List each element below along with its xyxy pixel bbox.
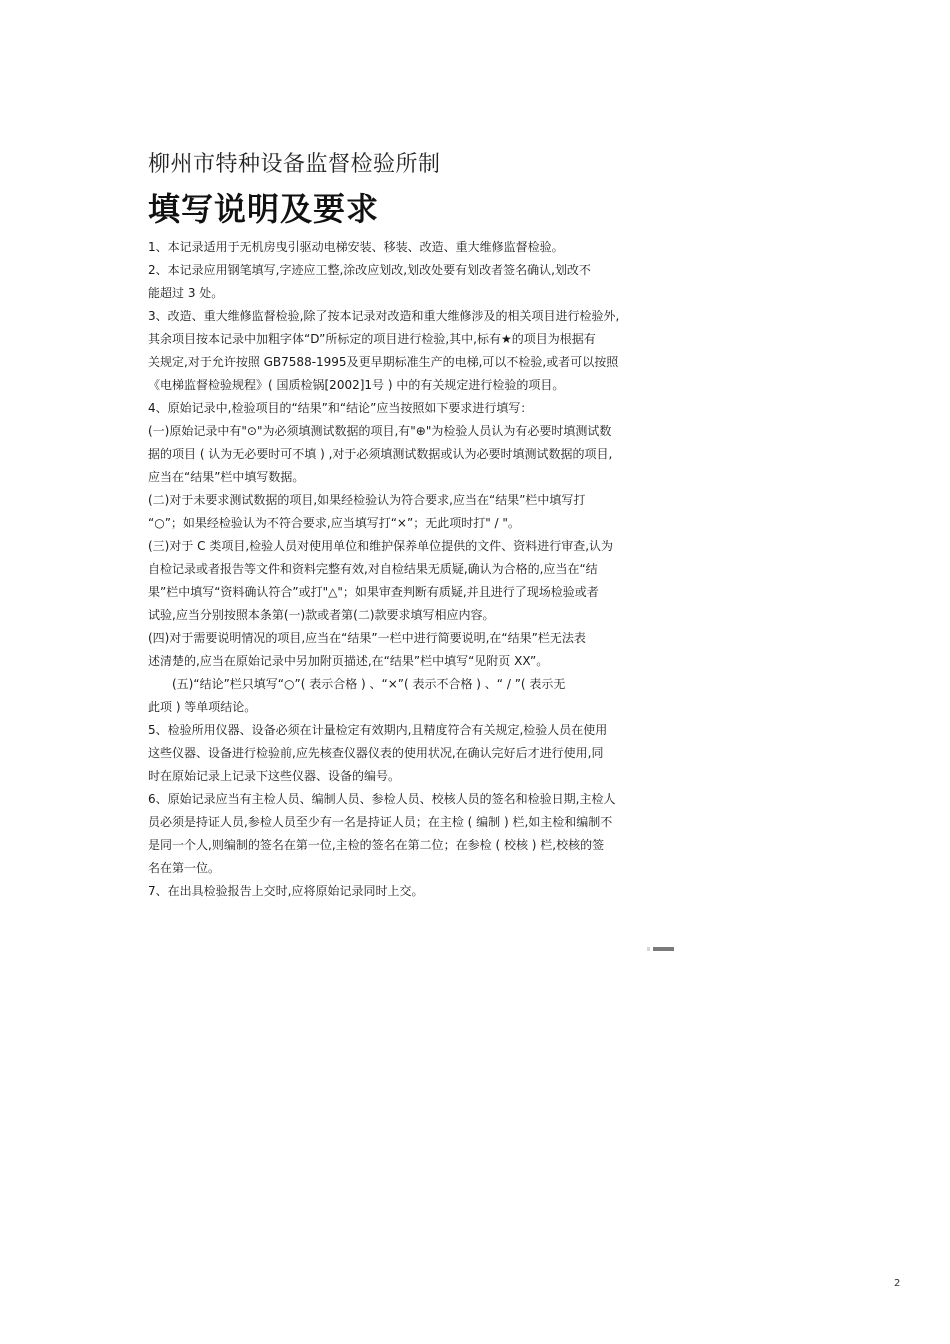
text-line: 应当在“结果”栏中填写数据。 — [148, 470, 305, 484]
text-line: 述清楚的,应当在原始记录中另加附页描述,在“结果”栏中填写“见附页 XX”。 — [148, 654, 549, 668]
text-line: 此项 ) 等单项结论。 — [148, 700, 257, 714]
text-line: 7、在出具检验报告上交时,应将原始记录同时上交。 — [148, 884, 424, 898]
text-line: 名在第一位。 — [148, 861, 221, 875]
text-line: 3、改造、重大维修监督检验,除了按本记录对改造和重大维修涉及的相关项目进行检验外, — [148, 309, 620, 323]
text-line: 4、原始记录中,检验项目的“结果”和“结论”应当按照如下要求进行填写： — [148, 401, 533, 415]
text-line: “○”；如果经检验认为不符合要求,应当填写打“×”；无此项时打" / "。 — [148, 516, 520, 530]
text-line: 据的项目 ( 认为无必要时可不填 ) ,对于必须填测试数据或认为必要时填测试数据的项目, — [148, 447, 613, 461]
text-line: 6、原始记录应当有主检人员、编制人员、参检人员、校核人员的签名和检验日期,主检人 — [148, 792, 616, 806]
text-line: 试验,应当分别按照本条第(一)款或者第(二)款要求填写相应内容。 — [148, 608, 495, 622]
text-line: (三)对于 C 类项目,检验人员对使用单位和维护保养单位提供的文件、资料进行审查,认为 — [148, 539, 614, 553]
text-line: 其余项目按本记录中加粗字体“D”所标定的项目进行检验,其中,标有★的项目为根据有 — [148, 332, 596, 346]
text-line: 能超过 3 处。 — [148, 286, 224, 300]
text-line: (一)原始记录中有"⊙"为必须填测试数据的项目,有"⊕"为检验人员认为有必要时填测试数 — [148, 424, 612, 438]
text-line: 5、检验所用仪器、设备必须在计量检定有效期内,且精度符合有关规定,检验人员在使用 — [148, 723, 608, 737]
instructions-body — [148, 236, 628, 903]
text-line: 1、本记录适用于无机房曳引驱动电梯安装、移装、改造、重大维修监督检验。 — [148, 240, 564, 254]
text-line: 《电梯监督检验规程》( 国质检锅[2002]1号 ) 中的有关规定进行检验的项目。 — [148, 378, 565, 392]
text-line: 是同一个人,则编制的签名在第一位,主检的签名在第二位；在参检 ( 校核 ) 栏,校核的签 — [148, 838, 605, 852]
text-line: 员必须是持证人员,参检人员至少有一名是持证人员；在主检 ( 编制 ) 栏,如主检和编制不 — [148, 815, 613, 829]
scan-artifact-mark — [653, 947, 674, 951]
text-line: 2、本记录应用钢笔填写,字迹应工整,涂改应划改,划改处要有划改者签名确认,划改不 — [148, 263, 591, 277]
text-line: (五)“结论”栏只填写“○”( 表示合格 ) 、“×”( 表示不合格 ) 、“ / ”( 表示无 — [172, 677, 566, 691]
text-line: 时在原始记录上记录下这些仪器、设备的编号。 — [148, 769, 401, 783]
text-line: (四)对于需要说明情况的项目,应当在“结果”一栏中进行简要说明,在“结果”栏无法表 — [148, 631, 586, 645]
text-line: 果”栏中填写“资料确认符合”或打"△"；如果审查判断有质疑,并且进行了现场检验或者 — [148, 585, 599, 599]
document-title: 填写说明及要求 — [148, 190, 380, 228]
scan-artifact-dot — [647, 947, 650, 951]
text-line: 这些仪器、设备进行检验前,应先核查仪器仪表的使用状况,在确认完好后才进行使用,同 — [148, 746, 604, 760]
page-number: 2 — [894, 1278, 901, 1289]
text-line: 关规定,对于允许按照 GB7588-1995及更早期标准生产的电梯,可以不检验,或者可以按照 — [148, 355, 619, 369]
text-line: 自检记录或者报告等文件和资料完整有效,对自检结果无质疑,确认为合格的,应当在“结 — [148, 562, 598, 576]
text-line: (二)对于未要求测试数据的项目,如果经检验认为符合要求,应当在“结果”栏中填写打 — [148, 493, 586, 507]
organization-title: 柳州市特种设备监督检验所制 — [148, 152, 441, 177]
